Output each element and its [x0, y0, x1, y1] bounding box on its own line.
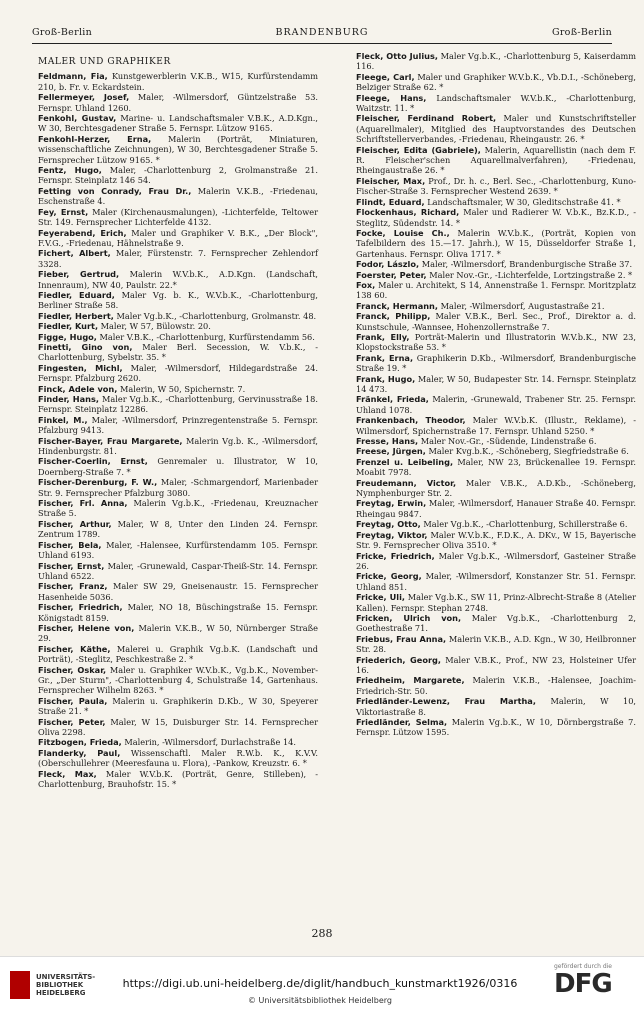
- entry-details: Maler V.B.K., A.D.Kb., -Schöneberg, Nymphenburger Str. 2.: [356, 477, 636, 499]
- entry-details: Malerin W.V.b.K., A.D.Kgn. (Landschaft, Innenraum), NW 40, Paulstr. 22.*: [38, 269, 318, 290]
- entry-name: Franck, Hermann,: [356, 300, 438, 311]
- directory-entry: [356, 374, 636, 395]
- entry-details: Graphikerin D.Kb., -Wilmersdorf, Brandenburgische Straße 19. *: [356, 352, 636, 374]
- directory-entry: [38, 436, 318, 457]
- entry-details: Maler, -Halensee, Kurfürstendamm 105. Fernspr. Uhland 6193.: [38, 539, 318, 561]
- directory-entry: [356, 145, 636, 176]
- entry-name: Friedländer, Selma,: [356, 717, 448, 727]
- entry-details: Wissenschaftl. Maler R.W.b. K., K.V.V. (Oberschullehrer (Meeresfauna u. Flora), -Pankow, Kreuzstr. 6. *: [38, 747, 318, 769]
- directory-entry: [38, 332, 318, 342]
- header-right: Groß-Berlin: [551, 27, 612, 38]
- entry-details: Genremaler u. Illustrator, W 10, Doernberg-Straße 7. *: [38, 456, 319, 477]
- entry-name: Feyerabend, Erich,: [38, 227, 127, 238]
- entry-details: Maler, NW 23, Brückenallee 19. Fernspr. Moabit 7978.: [356, 456, 636, 478]
- directory-entry: [356, 332, 636, 353]
- entry-name: Fischer, Friedrich,: [38, 602, 123, 613]
- entry-name: Fleischer, Ferdinand Robert,: [356, 113, 497, 124]
- entry-name: Flindt, Eduard,: [356, 196, 425, 207]
- entry-name: Fischer-Derenburg, F. W.,: [38, 477, 158, 488]
- directory-entry: [356, 498, 636, 519]
- directory-entry: [38, 696, 318, 717]
- entry-name: Freytag, Erwin,: [356, 498, 427, 509]
- directory-entry: [356, 301, 636, 311]
- directory-entry: [38, 269, 318, 290]
- directory-entry: [356, 571, 636, 592]
- directory-entry: [38, 134, 318, 165]
- directory-entry: [356, 478, 636, 499]
- entry-name: Foerster, Peter,: [356, 269, 427, 280]
- entry-name: Fiedler, Eduard,: [38, 289, 115, 300]
- entry-details: Maler Vg.b.K., -Charlottenburg, Grolmanstr. 48.: [116, 310, 317, 321]
- entry-name: Fellermeyer, Josef,: [38, 92, 130, 103]
- directory-entry: [38, 71, 318, 92]
- entry-name: Freese, Jürgen,: [356, 446, 426, 457]
- directory-entry: [356, 353, 636, 374]
- entry-name: Focke, Louise Ch.,: [356, 227, 450, 238]
- entry-name: Finkel, M.,: [38, 414, 88, 425]
- directory-entry: [38, 665, 318, 696]
- directory-entry: [356, 394, 636, 415]
- copyright-text: © Universitätsbibliothek Heidelberg: [247, 996, 392, 1005]
- entry-name: Fieber, Gertrud,: [38, 269, 120, 280]
- header-left: Groß-Berlin: [32, 27, 93, 38]
- entry-name: Fischer, Peter,: [38, 716, 106, 727]
- dfg-funded-text: gefördert durch die: [554, 963, 612, 970]
- library-emblem-icon: [10, 971, 30, 999]
- viewer-footer: [0, 956, 644, 1014]
- entry-details: Maler und Kunstschriftsteller (Aquarellmaler), Mitglied des Hauptvorstandes des Deutschen Schriftstellerverbandes, -Friedenau, Rheingaustr. 26. *: [356, 113, 637, 145]
- entry-name: Fleischer, Edita (Gabriele),: [356, 144, 481, 155]
- entry-name: Figge, Hugo,: [38, 331, 97, 342]
- entry-details: Maler und Radierer W. V.b.K., Bz.K.D., -Steglitz, Südendstr. 14. *: [356, 207, 636, 228]
- directory-entry: [38, 290, 318, 311]
- directory-entry: [38, 519, 318, 540]
- entry-name: Freytag, Viktor,: [356, 529, 428, 540]
- entry-details: Malerin (Porträt, Miniaturen, wissenschaftliche Zeichnungen), W 30, Berchtesgadener Straße 5. Fernsprecher Lützow 9165. *: [38, 133, 318, 165]
- directory-entry: [38, 207, 318, 228]
- entry-name: Fiedler, Kurt,: [38, 321, 99, 332]
- directory-entry: [356, 228, 636, 259]
- entry-details: Malerin V.K.B., A.D. Kgn., W 30, Heilbronner Str. 28.: [356, 633, 636, 655]
- dfg-logo[interactable]: [554, 963, 634, 998]
- library-logo-text: UNIVERSITÄTS-BIBLIOTHEK HEIDELBERG: [36, 973, 96, 997]
- entry-details: Malerin, Aquarellistin (nach dem F. R. Fleischer'schen Aquarellmalverfahren), -Friedenau, Rheingaustraße 26. *: [356, 144, 636, 176]
- entry-name: Fricke, Georg,: [356, 571, 422, 582]
- directory-entry: [356, 655, 636, 676]
- entry-details: Marine- u. Landschaftsmaler V.B.K., A.D.Kgn., W 30, Berchtesgadener Straße 5. Fernspr. Lützow 9165.: [38, 113, 318, 134]
- entry-name: Fey, Ernst,: [38, 206, 89, 217]
- entry-details: Malerin V.K.B., -Halensee, Joachim-Friedrich-Str. 50.: [356, 675, 636, 696]
- entry-details: Malerin, -Wilmersdorf, Durlachstraße 14.: [124, 737, 296, 748]
- entry-details: Malerin, W 50, Spichernstr. 7.: [119, 383, 246, 394]
- header-center: BRANDENBURG: [275, 27, 369, 38]
- entry-name: Fischer, Käthe,: [38, 643, 111, 654]
- directory-entry: [38, 737, 318, 747]
- entry-name: Fodor, Lászlo,: [356, 259, 420, 270]
- entry-name: Frank, Elly,: [356, 331, 410, 342]
- directory-entry: [38, 92, 318, 113]
- directory-entry: [356, 436, 636, 446]
- directory-entry: [356, 176, 636, 197]
- entry-details: Maler Kvg.b.K., -Schöneberg, Siegfriedstraße 6.: [428, 446, 629, 457]
- entry-details: Maler und Graphiker V. B.K., „Der Block", F.V.G., -Friedenau, Hähnelstraße 9.: [38, 227, 318, 248]
- directory-entry: [356, 613, 636, 634]
- entry-details: Malerin u. Graphikerin D.Kb., W 30, Speyerer Straße 21. *: [38, 695, 318, 717]
- university-library-logo[interactable]: [10, 967, 120, 1007]
- entry-details: Maler Berl. Secession, W. V.b.K., -Charlottenburg, Sybelstr. 35. *: [38, 341, 319, 363]
- entry-name: Finder, Hans,: [38, 394, 99, 404]
- page-number: 288: [311, 927, 333, 940]
- directory-entry: [356, 259, 636, 269]
- directory-entry: [38, 540, 318, 561]
- directory-entry: [38, 769, 318, 790]
- directory-entry: [38, 342, 318, 363]
- entry-details: Maler W.V.b.K. (Illustr., Reklame), -Wilmersdorf, Spichernstraße 17. Fernspr. Uhland 5250. *: [356, 415, 637, 436]
- entry-name: Fricken, Ulrich von,: [356, 612, 462, 623]
- directory-entry: [38, 113, 318, 134]
- entry-details: Maler Nov.-Gr., -Südende, Lindenstraße 6.: [420, 436, 597, 447]
- directory-entry: [356, 530, 636, 551]
- directory-entry: [38, 477, 318, 498]
- directory-entry: [356, 519, 636, 529]
- entry-details: Maler, Fürstenstr. 7. Fernsprecher Zehlendorf 3328.: [38, 248, 318, 269]
- entry-name: Friedländer-Lewenz, Frau Martha,: [356, 696, 536, 707]
- directory-entry: [356, 72, 636, 93]
- directory-entry: [356, 51, 636, 72]
- entry-details: Maler, W 8, Unter den Linden 24. Fernspr. Zentrum 1789.: [38, 518, 319, 540]
- entry-details: Maler u. Graphiker W.V.b.K., Vg.b.K., November-Gr., „Der Sturm", -Charlottenburg 4, Schulstraße 14, Gartenhaus. Fernsprecher Wilhelm 8263. *: [38, 664, 318, 696]
- entry-name: Fischer, Arthur,: [38, 518, 112, 529]
- entry-details: Maler u. Architekt, S 14, Annenstraße 1. Fernspr. Moritzplatz 138 60.: [356, 279, 636, 301]
- directory-entry: [38, 644, 318, 665]
- entry-details: Kunstgewerblerin V.K.B., W15, Kurfürstendamm 210, b. Fr. v. Eckardstein.: [38, 71, 318, 92]
- directory-entry: [38, 717, 318, 738]
- directory-entry: [356, 280, 636, 301]
- entry-name: Freudemann, Victor,: [356, 477, 457, 488]
- directory-entry: [38, 384, 318, 394]
- entry-details: Malerin V.K.B., -Friedenau, Eschenstraße 4.: [38, 185, 318, 207]
- entry-details: Maler (Kirchenausmalungen), -Lichterfelde, Teltower Str. 149. Fernsprecher Lichterfelde 4132.: [38, 206, 318, 228]
- entry-name: Fischer, Oskar,: [38, 664, 107, 675]
- entry-details: Maler, -Wilmersdorf, Hanauer Straße 40. Fernspr. Rheingau 9847.: [356, 498, 637, 519]
- entry-name: Fiedler, Herbert,: [38, 310, 114, 321]
- entry-details: Maler Vg.b.K., -Wilmersdorf, Gasteiner Straße 26.: [356, 550, 637, 571]
- entry-details: Maler, W 57, Bülowstr. 20.: [100, 321, 211, 332]
- entry-name: Friebus, Frau Anna,: [356, 633, 447, 644]
- header-rule: [32, 43, 612, 44]
- entry-details: Maler Vg.b.K., -Charlottenburg, Gervinusstraße 18. Fernspr. Steinplatz 12286.: [38, 394, 318, 415]
- directory-entry: [38, 602, 318, 623]
- entry-name: Feldmann, Fia,: [38, 71, 108, 82]
- entry-details: Landschaftsmaler, W 30, Gleditschstraße 41. *: [427, 196, 621, 207]
- entry-name: Frank, Hugo,: [356, 373, 416, 384]
- directory-entry: [356, 207, 636, 228]
- entry-details: Malerin W.V.b.K., (Porträt, Kopien von Tafelbildern des 15.—17. Jahrh.), W 15, Düsseldorfer Straße 1, Gartenhaus. Fernspr. Oliva 1717. *: [356, 227, 636, 259]
- entry-name: Fleck, Max,: [38, 768, 97, 779]
- entry-details: Maler und Graphiker W.V.b.K., Vb.D.I., -Schöneberg, Belziger Straße 62. *: [356, 71, 636, 93]
- directory-entry: [38, 228, 318, 249]
- entry-name: Fischer, Bela,: [38, 539, 102, 550]
- directory-entry: [38, 581, 318, 602]
- entry-details: Maler, -Grunewald, Caspar-Theiß-Str. 14. Fernspr. Uhland 6522.: [38, 560, 318, 581]
- entry-name: Fox,: [356, 279, 376, 290]
- entry-name: Fischer, Paula,: [38, 695, 108, 706]
- entry-name: Flockenhaus, Richard,: [356, 207, 460, 218]
- entry-details: Malerin, W 10, Viktoriastraße 8.: [356, 696, 636, 717]
- directory-entry: [38, 623, 318, 644]
- entry-details: Maler Nov.-Gr., -Lichterfelde, Lortzingstraße 2. *: [429, 269, 633, 280]
- entry-name: Fenkohl-Herzer, Erna,: [38, 133, 152, 144]
- entry-details: Landschaftsmaler W.V.b.K., -Charlottenburg, Waitzstr. 11. *: [356, 92, 636, 114]
- directory-entry: [38, 248, 318, 269]
- directory-entry: [38, 561, 318, 582]
- entry-name: Fischer, Ernst,: [38, 560, 105, 571]
- entry-details: Maler V.B.K., Prof., NW 23, Holsteiner Ufer 16.: [356, 654, 636, 675]
- entry-details: Maler, -Wilmersdorf, Hildegardstraße 24. Fernspr. Pfalzburg 2620.: [38, 362, 318, 384]
- entry-name: Finck, Adele von,: [38, 383, 118, 394]
- entry-details: Maler, -Wilmersdorf, Güntzelstraße 53. Fernspr. Uhland 1260.: [38, 92, 319, 113]
- entry-name: Fichert, Albert,: [38, 248, 111, 259]
- entry-details: Malerin V.K.B., W 50, Nürnberger Straße 29.: [38, 622, 318, 644]
- entry-name: Fleck, Otto Julius,: [356, 51, 438, 61]
- entry-name: Finetti, Gino von,: [38, 341, 133, 352]
- directory-entry: [356, 270, 636, 280]
- directory-entry: [38, 456, 318, 477]
- entry-details: Maler V.B.K., -Charlottenburg, Kurfürstendamm 56.: [99, 331, 315, 342]
- entry-details: Maler, NO 18, Büschingstraße 15. Fernspr. Königstadt 8159.: [38, 602, 319, 623]
- entry-name: Fleege, Carl,: [356, 71, 415, 82]
- entry-name: Fischer-Coerlin, Ernst,: [38, 456, 148, 467]
- entry-name: Frank, Erna,: [356, 352, 414, 363]
- left-column: [38, 51, 318, 789]
- directory-entry: [356, 113, 636, 144]
- directory-entry: [356, 197, 636, 207]
- entry-details: Maler Vg.b.K., SW 11, Prinz-Albrecht-Straße 8 (Atelier Kallen). Fernspr. Stephan 2748.: [356, 592, 636, 613]
- directory-entry: [38, 311, 318, 321]
- directory-entry: [356, 634, 636, 655]
- entry-details: Maler W.V.b.K., F.D.K., A. DKv., W 15, Bayerische Str. 9. Fernsprecher Oliva 3510. *: [356, 529, 636, 551]
- entry-name: Fitzbogen, Frieda,: [38, 737, 122, 748]
- entry-name: Fetting von Conrady, Frau Dr.,: [38, 185, 192, 196]
- entry-name: Flanderky, Paul,: [38, 747, 121, 758]
- directory-entry: [356, 717, 636, 738]
- entry-name: Friederich, Georg,: [356, 654, 441, 665]
- entry-details: Maler, W 15, Duisburger Str. 14. Fernsprecher Oliva 2298.: [38, 716, 319, 737]
- entry-details: Malerin Vg.b.K., -Friedenau, Kreuznacher Straße 5.: [38, 498, 318, 519]
- entry-details: Maler, -Wilmersdorf, Konstanzer Str. 51. Fernspr. Uhland 851.: [356, 571, 636, 592]
- directory-entry: [38, 748, 318, 769]
- right-column: [356, 51, 636, 738]
- entry-details: Maler Vg.b.K., -Charlottenburg, Schillerstraße 6.: [423, 519, 628, 530]
- entry-name: Frankenbach, Theodor,: [356, 415, 466, 426]
- entry-details: Malerin, -Grunewald, Trabener Str. 25. Fernspr. Uhland 1078.: [356, 394, 636, 415]
- entry-name: Fricke, Friedrich,: [356, 550, 435, 561]
- directory-entry: [38, 321, 318, 331]
- directory-entry: [356, 675, 636, 696]
- directory-entry: [356, 551, 636, 572]
- section-title: MALER UND GRAPHIKER: [38, 57, 171, 67]
- document-url-link[interactable]: https://digi.ub.uni-heidelberg.de/diglit/handbuch_kunstmarkt1926/0316: [122, 977, 518, 990]
- directory-entry: [38, 394, 318, 415]
- directory-entry: [356, 93, 636, 114]
- entry-name: Fränkel, Frieda,: [356, 394, 429, 405]
- directory-entry: [38, 415, 318, 436]
- entry-details: Maler V.B.K., Berl. Sec., Prof., Direktor a. d. Kunstschule, -Wannsee, Hohenzollernstraße 7.: [356, 311, 636, 332]
- entry-details: Maler, -Wilmersdorf, Augustastraße 21.: [440, 300, 605, 311]
- entry-name: Fischer-Bayer, Frau Margarete,: [38, 435, 183, 446]
- entry-name: Fenkohl, Gustav,: [38, 113, 117, 124]
- entry-details: Maler, -Schmargendorf, Marienbader Str. 9. Fernsprecher Pfalzburg 3080.: [38, 477, 318, 498]
- directory-entry: [356, 696, 636, 717]
- directory-entry: [356, 311, 636, 332]
- directory-entry: [38, 363, 318, 384]
- entry-name: Franck, Philipp,: [356, 311, 431, 322]
- entry-details: Maler W.V.b.K. (Porträt, Genre, Stilleben), -Charlottenburg, Brauhofstr. 15. *: [38, 768, 318, 790]
- entry-details: Porträt-Malerin und Illustratorin W.V.b.K., NW 23, Klopstockstraße 53. *: [356, 331, 636, 353]
- entry-details: Maler SW 29, Gneisenaustr. 15. Fernsprecher Hasenheide 5036.: [38, 581, 319, 602]
- entry-details: Maler, -Wilmersdorf, Prinzregentenstraße 5. Fernspr. Pfalzburg 9413.: [38, 414, 318, 436]
- entry-name: Friedheim, Margarete,: [356, 675, 465, 686]
- directory-entry: [38, 186, 318, 207]
- entry-name: Fentz, Hugo,: [38, 165, 102, 176]
- entry-name: Frenzel u. Leibeling,: [356, 456, 454, 467]
- directory-entry: [356, 592, 636, 613]
- entry-details: Prof., Dr. h. c., Berl. Sec., -Charlottenburg, Kuno-Fischer-Straße 3. Fernsprecher Westend 2639. *: [356, 175, 636, 197]
- entry-details: Maler, -Wilmersdorf, Brandenburgische Straße 37.: [421, 259, 633, 270]
- directory-entry: [38, 498, 318, 519]
- entry-name: Fleege, Hans,: [356, 92, 427, 103]
- entry-name: Fingesten, Michl,: [38, 362, 123, 373]
- dfg-logo-text: DFG: [554, 969, 612, 999]
- entry-details: Maler Vg. b. K., W.V.b.K., -Charlottenburg, Berliner Straße 58.: [38, 289, 318, 311]
- entry-details: Maler Vg.b.K., -Charlottenburg 5, Kaiserdamm 116.: [356, 51, 636, 72]
- entry-name: Fischer, Frl. Anna,: [38, 498, 128, 509]
- entry-name: Fleischer, Max,: [356, 175, 426, 186]
- entry-name: Freytag, Otto,: [356, 519, 421, 530]
- directory-entry: [356, 415, 636, 436]
- directory-entry: [356, 446, 636, 456]
- entry-details: Maler Vg.b.K., -Charlottenburg 2, Goethestraße 71.: [356, 612, 636, 634]
- running-header: [32, 27, 612, 43]
- directory-entry: [38, 165, 318, 186]
- entry-details: Malerin Vg.b.K., W 10, Dörnbergstraße 7. Fernspr. Lützow 1595.: [356, 717, 636, 738]
- directory-entry: [356, 457, 636, 478]
- entry-name: Fricke, Uli,: [356, 592, 406, 603]
- entry-details: Maler, -Charlottenburg 2, Grolmanstraße 21. Fernspr. Steinplatz 146 54.: [38, 165, 318, 186]
- entry-name: Fresse, Hans,: [356, 436, 419, 447]
- entry-details: Malerei u. Graphik Vg.b.K. (Landschaft und Porträt), -Steglitz, Peschkestraße 2. *: [38, 643, 319, 665]
- entry-details: Malerin Vg.b. K., -Wilmersdorf, Hindenburgstr. 81.: [38, 435, 318, 457]
- entry-details: Maler, W 50, Budapester Str. 14. Fernspr. Steinplatz 14 473.: [356, 373, 636, 394]
- entry-name: Fischer, Helene von,: [38, 622, 135, 633]
- entry-name: Fischer, Franz,: [38, 581, 108, 592]
